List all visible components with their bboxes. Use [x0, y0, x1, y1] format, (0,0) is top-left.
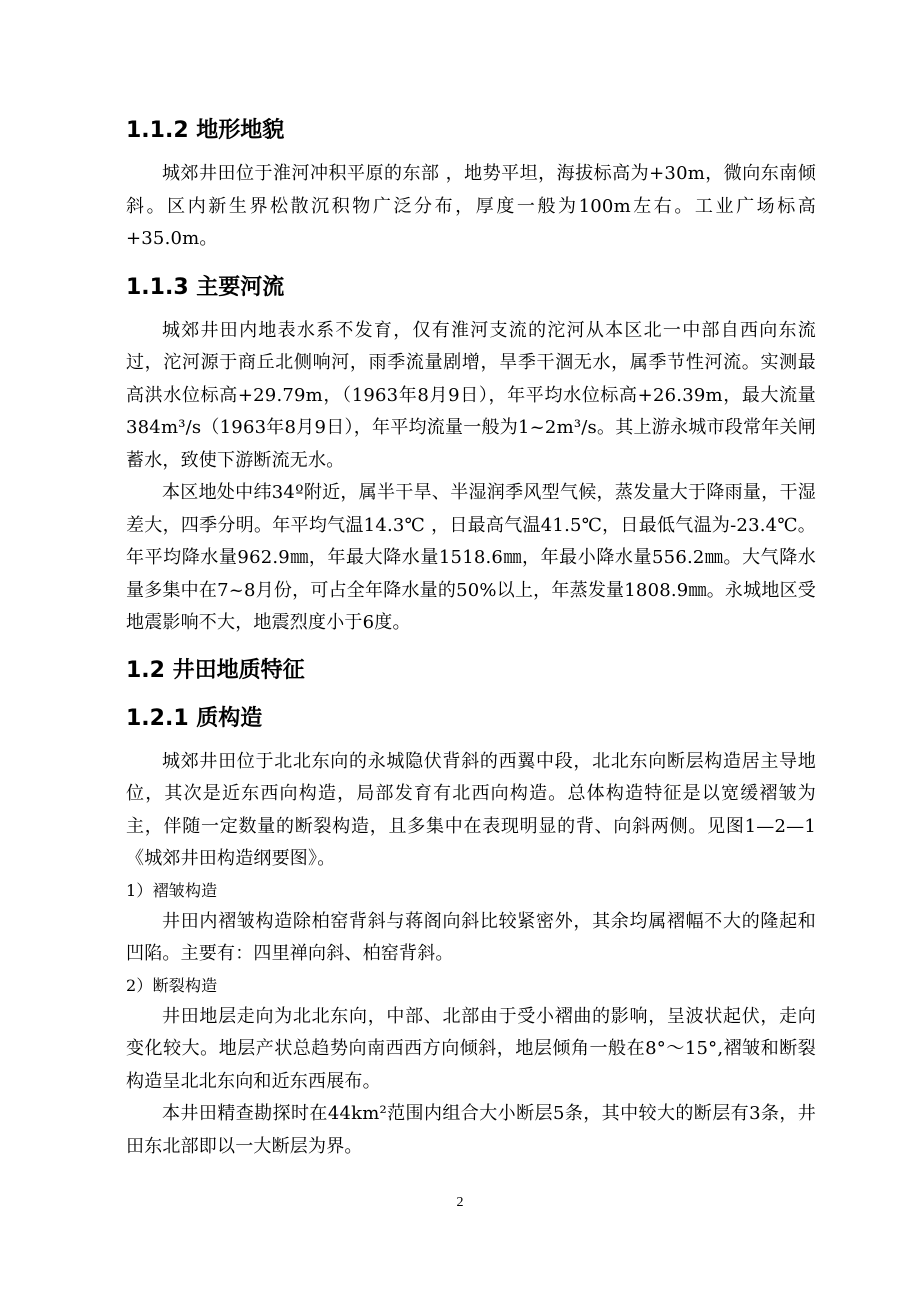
- text-column: [126, 110, 816, 1163]
- paragraph-climate: 本区地处中纬34º附近，属半干旱、半湿润季风型气候，蒸发量大于降雨量，干湿差大，四季分明。年平均气温14.3℃ ，日最高气温41.5℃，日最低气温为-23.4℃。年平均降水量962.9㎜，年最大降水量1518.6㎜，年最小降水量556.2㎜。大气降水量多集中在7~8月份，可占全年降水量的50%以上，年蒸发量1808.9㎜。永城地区受地震影响不大，地震烈度小于6度。: [126, 482, 816, 633]
- heading-1-1-2: 1.1.2 地形地貌: [126, 118, 285, 143]
- paragraph-terrain: 城郊井田位于淮河冲积平原的东部 ，地势平坦，海拔标高为+30m，微向东南倾斜。区内新生界松散沉积物广泛分布，厚度一般为100m左右。工业广场标高+35.0m。: [126, 163, 816, 249]
- paragraph-rivers: 城郊井田内地表水系不发育，仅有淮河支流的沱河从本区北一中部自西向东流过，沱河源于商丘北侧响河，雨季流量剧增，旱季干涸无水，属季节性河流。实测最高洪水位标高+29.79m，（1963年8月9日），年平均水位标高+26.39m，最大流量384m³/s（1963年8月9日），年平均流量一般为1~2m³/s。其上游永城市段常年关闸蓄水，致使下游断流无水。: [126, 319, 816, 471]
- heading-1-2: 1.2 井田地质特征: [126, 657, 305, 683]
- paragraph-faults-count: 本井田精查勘探时在44km²范围内组合大小断层5条，其中较大的断层有3条，井田东北部即以一大断层为界。: [126, 1103, 816, 1157]
- page-number: 2: [456, 1195, 464, 1210]
- heading-1-2-1: 1.2.1 质构造: [126, 705, 263, 731]
- paragraph-folds: 井田内褶皱构造除柏窑背斜与蒋阁向斜比较紧密外，其余均属褶幅不大的隆起和凹陷。主要有：四里禅向斜、柏窑背斜。: [126, 910, 816, 964]
- paragraph-faults: 井田地层走向为北北东向，中部、北部由于受小褶曲的影响，呈波状起伏，走向变化较大。地层产状总趋势向南西西方向倾斜，地层倾角一般在8°～15°,褶皱和断裂构造呈北北东向和近东西展布。: [126, 1005, 816, 1092]
- subheading-faults: 2）断裂构造: [126, 975, 218, 995]
- paragraph-structure: 城郊井田位于北北东向的永城隐伏背斜的西翼中段，北北东向断层构造居主导地位，其次是近东西向构造，局部发育有北西向构造。总体构造特征是以宽缓褶皱为主，伴随一定数量的断裂构造，且多集中在表现明显的背、向斜两侧。见图1—2—1《城郊井田构造纲要图》。: [126, 750, 816, 869]
- subheading-folds: 1）褶皱构造: [126, 880, 218, 900]
- heading-1-1-3: 1.1.3 主要河流: [126, 274, 285, 300]
